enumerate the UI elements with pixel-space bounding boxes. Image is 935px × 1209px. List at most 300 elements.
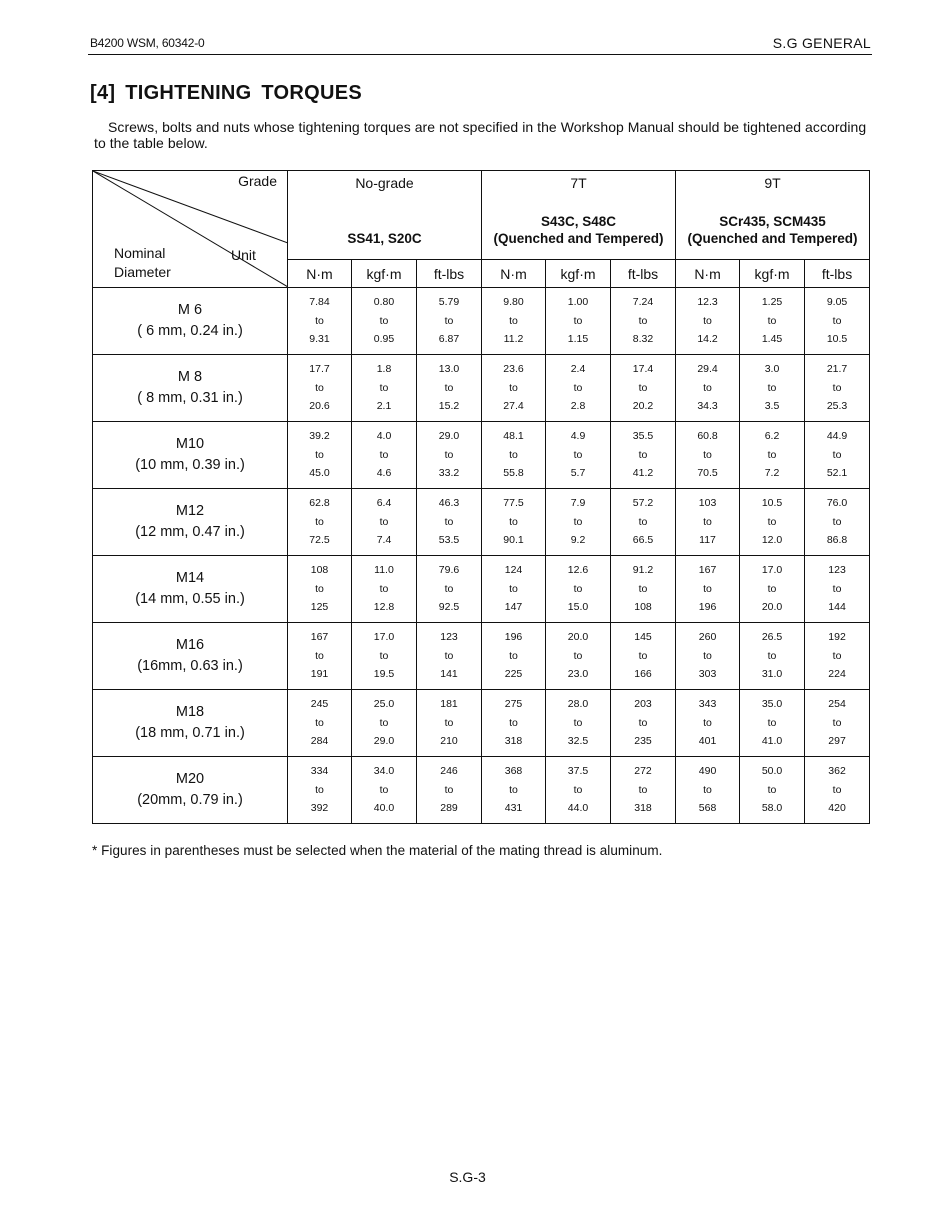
- torque-min: 1.25: [761, 296, 783, 309]
- table-row: [93, 690, 870, 757]
- range-word: to: [509, 716, 518, 729]
- torque-max: 58.0: [761, 802, 783, 815]
- range-word: to: [767, 381, 777, 394]
- bolt-size: M 6: [177, 302, 203, 318]
- torque-value-cell: [676, 757, 740, 824]
- torque-value-cell: [288, 757, 352, 824]
- torque-min: 246: [440, 765, 458, 778]
- range-word: to: [703, 716, 712, 729]
- range-word: to: [832, 515, 842, 528]
- torque-value-cell: [288, 422, 352, 489]
- torque-max: 12.0: [761, 534, 783, 547]
- torque-value-cell: [288, 556, 352, 623]
- range-word: to: [638, 783, 648, 796]
- range-word: to: [444, 448, 454, 461]
- torque-max: 90.1: [503, 534, 524, 547]
- grade-name: 9T: [764, 175, 781, 191]
- torque-max: 0.95: [373, 333, 395, 346]
- table-row: [93, 489, 870, 556]
- grade-material: [288, 230, 481, 247]
- torque-min: 368: [504, 765, 523, 778]
- range-word: to: [573, 716, 583, 729]
- range-word: to: [767, 716, 777, 729]
- bolt-size: M18: [175, 704, 205, 720]
- torque-value-cell: [805, 690, 870, 757]
- torque-min: 48.1: [503, 430, 524, 443]
- torque-value-cell: [805, 623, 870, 690]
- torque-max: 9.31: [309, 333, 330, 346]
- torque-max: 33.2: [438, 467, 460, 480]
- torque-value-cell: [805, 288, 870, 355]
- torque-min: 50.0: [761, 765, 783, 778]
- torque-max: 392: [310, 802, 329, 815]
- range-word: to: [638, 314, 648, 327]
- range-word: to: [444, 381, 454, 394]
- unit-header: N·m: [288, 260, 352, 288]
- torque-value-cell: [740, 623, 805, 690]
- torque-value-cell: [805, 422, 870, 489]
- range-word: to: [444, 716, 454, 729]
- range-word: to: [573, 582, 583, 595]
- torque-max: 420: [828, 802, 846, 815]
- torque-min: 13.0: [438, 363, 460, 376]
- torque-value-cell: [352, 623, 417, 690]
- torque-min: 9.05: [826, 296, 848, 309]
- range-word: to: [509, 448, 518, 461]
- torque-value-cell: [611, 355, 676, 422]
- range-word: to: [767, 314, 777, 327]
- torque-min: 1.00: [567, 296, 589, 309]
- range-word: to: [767, 783, 777, 796]
- range-word: to: [444, 515, 454, 528]
- torque-min: 9.80: [503, 296, 524, 309]
- torque-min: 26.5: [761, 631, 783, 644]
- grade-material: [482, 213, 675, 247]
- torque-value-cell: [288, 355, 352, 422]
- torque-value-cell: [676, 422, 740, 489]
- torque-max: 92.5: [438, 601, 460, 614]
- torque-min: 28.0: [567, 698, 589, 711]
- bolt-dimensions: ( 8 mm, 0.31 in.): [137, 390, 243, 406]
- range-word: to: [832, 381, 842, 394]
- nominal-diameter-cell: [93, 757, 288, 824]
- torque-max: 44.0: [567, 802, 589, 815]
- torque-min: 12.3: [697, 296, 718, 309]
- torque-max: 15.0: [567, 601, 589, 614]
- torque-table-body: [93, 288, 870, 824]
- torque-table: [92, 170, 870, 824]
- unit-header: kgf·m: [352, 260, 417, 288]
- nominal-diameter-cell: [93, 556, 288, 623]
- torque-max: 7.2: [764, 467, 780, 480]
- torque-min: 167: [698, 564, 717, 577]
- range-word: to: [703, 448, 712, 461]
- bolt-size: M 8: [177, 369, 203, 385]
- page-number: S.G-3: [449, 1169, 486, 1185]
- grade-name: 7T: [570, 175, 587, 191]
- unit-label: Unit: [231, 247, 256, 263]
- range-word: to: [315, 448, 324, 461]
- torque-max: 431: [504, 802, 523, 815]
- torque-max: 55.8: [503, 467, 524, 480]
- torque-max: 225: [504, 668, 523, 681]
- torque-value-cell: [352, 355, 417, 422]
- range-word: to: [379, 515, 389, 528]
- torque-min: 7.84: [309, 296, 330, 309]
- torque-value-cell: [676, 690, 740, 757]
- torque-value-cell: [676, 556, 740, 623]
- grade-header-7t: [482, 171, 676, 260]
- torque-value-cell: [288, 288, 352, 355]
- footnote: * Figures in parentheses must be selected when the material of the mating thread is aluminum.: [92, 843, 663, 858]
- range-word: to: [832, 582, 842, 595]
- range-word: to: [315, 582, 324, 595]
- unit-header: N·m: [676, 260, 740, 288]
- torque-max: 40.0: [373, 802, 395, 815]
- torque-value-cell: [611, 623, 676, 690]
- table-row: [93, 288, 870, 355]
- torque-max: 53.5: [438, 534, 460, 547]
- document-id: B4200 WSM, 60342-0: [90, 36, 205, 50]
- bolt-size: M14: [175, 570, 205, 586]
- range-word: to: [315, 716, 324, 729]
- torque-value-cell: [740, 556, 805, 623]
- nominal-diameter-cell: [93, 422, 288, 489]
- nominal-diameter-cell: [93, 355, 288, 422]
- nominal-diameter-cell: [93, 623, 288, 690]
- range-word: to: [703, 783, 712, 796]
- range-word: to: [832, 448, 842, 461]
- range-word: to: [638, 649, 648, 662]
- range-word: to: [379, 649, 389, 662]
- torque-min: 275: [504, 698, 523, 711]
- torque-min: 10.5: [761, 497, 783, 510]
- range-word: to: [379, 783, 389, 796]
- range-word: to: [832, 649, 842, 662]
- section-title: S.G GENERAL: [772, 35, 871, 51]
- torque-max: 318: [504, 735, 523, 748]
- torque-max: 12.8: [373, 601, 395, 614]
- torque-max: 52.1: [826, 467, 848, 480]
- torque-value-cell: [740, 489, 805, 556]
- range-word: to: [509, 582, 518, 595]
- torque-value-cell: [805, 556, 870, 623]
- torque-value-cell: [546, 489, 611, 556]
- torque-max: 66.5: [632, 534, 654, 547]
- intro-paragraph: Screws, bolts and nuts whose tightening torques are not specified in the Workshop Manual should be tightened according to the table below.: [94, 119, 867, 151]
- torque-value-cell: [352, 757, 417, 824]
- torque-min: 21.7: [826, 363, 848, 376]
- torque-min: 7.9: [570, 497, 586, 510]
- torque-value-cell: [352, 489, 417, 556]
- torque-max: 235: [634, 735, 652, 748]
- torque-value-cell: [676, 288, 740, 355]
- nominal-diameter-cell: [93, 690, 288, 757]
- torque-min: 29.0: [438, 430, 460, 443]
- nominal-diameter-cell: [93, 489, 288, 556]
- torque-max: 45.0: [309, 467, 330, 480]
- table-corner-cell: [93, 171, 288, 288]
- range-word: to: [379, 381, 389, 394]
- torque-max: 19.5: [373, 668, 395, 681]
- torque-max: 196: [698, 601, 717, 614]
- torque-max: 297: [828, 735, 846, 748]
- torque-value-cell: [546, 355, 611, 422]
- torque-min: 362: [828, 765, 846, 778]
- bolt-dimensions: ( 6 mm, 0.24 in.): [137, 323, 243, 339]
- range-word: to: [573, 515, 583, 528]
- torque-value-cell: [740, 288, 805, 355]
- torque-min: 39.2: [309, 430, 330, 443]
- nominal-diameter-cell: [93, 288, 288, 355]
- torque-min: 44.9: [826, 430, 848, 443]
- torque-value-cell: [805, 757, 870, 824]
- torque-value-cell: [546, 757, 611, 824]
- torque-value-cell: [417, 288, 482, 355]
- torque-max: 6.87: [438, 333, 460, 346]
- torque-min: 46.3: [438, 497, 460, 510]
- torque-min: 34.0: [373, 765, 395, 778]
- torque-min: 37.5: [567, 765, 589, 778]
- torque-min: 192: [828, 631, 846, 644]
- torque-min: 60.8: [697, 430, 718, 443]
- torque-min: 62.8: [309, 497, 330, 510]
- grade-name: No-grade: [355, 175, 414, 191]
- range-word: to: [638, 381, 648, 394]
- torque-value-cell: [352, 288, 417, 355]
- torque-min: 6.4: [376, 497, 392, 510]
- range-word: to: [315, 381, 324, 394]
- torque-max: 318: [634, 802, 652, 815]
- bolt-dimensions: (10 mm, 0.39 in.): [135, 457, 245, 473]
- unit-header: N·m: [482, 260, 546, 288]
- range-word: to: [703, 515, 712, 528]
- range-word: to: [444, 649, 454, 662]
- table-row: [93, 355, 870, 422]
- range-word: to: [509, 381, 518, 394]
- torque-min: 124: [504, 564, 523, 577]
- torque-min: 4.0: [376, 430, 392, 443]
- range-word: to: [315, 783, 324, 796]
- torque-value-cell: [482, 288, 546, 355]
- range-word: to: [638, 448, 648, 461]
- unit-header: ft-lbs: [611, 260, 676, 288]
- torque-max: 20.6: [309, 400, 330, 413]
- torque-min: 5.79: [438, 296, 460, 309]
- torque-value-cell: [611, 489, 676, 556]
- torque-value-cell: [417, 623, 482, 690]
- torque-value-cell: [482, 623, 546, 690]
- torque-min: 343: [698, 698, 717, 711]
- torque-max: 23.0: [567, 668, 589, 681]
- torque-min: 23.6: [503, 363, 524, 376]
- range-word: to: [379, 716, 389, 729]
- range-word: to: [573, 381, 583, 394]
- bolt-dimensions: (14 mm, 0.55 in.): [135, 591, 245, 607]
- unit-header: ft-lbs: [805, 260, 870, 288]
- range-word: to: [767, 582, 777, 595]
- torque-value-cell: [805, 489, 870, 556]
- range-word: to: [638, 582, 648, 595]
- torque-min: 25.0: [373, 698, 395, 711]
- range-word: to: [509, 515, 518, 528]
- range-word: to: [509, 314, 518, 327]
- torque-max: 568: [698, 802, 717, 815]
- torque-value-cell: [740, 355, 805, 422]
- torque-min: 7.24: [632, 296, 654, 309]
- torque-value-cell: [288, 623, 352, 690]
- header-rule: [88, 54, 872, 55]
- bolt-size: M12: [175, 503, 205, 519]
- torque-min: 4.9: [570, 430, 586, 443]
- table-row: [93, 623, 870, 690]
- torque-max: 3.5: [764, 400, 780, 413]
- torque-max: 29.0: [373, 735, 395, 748]
- torque-min: 91.2: [632, 564, 654, 577]
- range-word: to: [573, 448, 583, 461]
- torque-value-cell: [288, 690, 352, 757]
- torque-min: 334: [310, 765, 329, 778]
- range-word: to: [315, 515, 324, 528]
- grade-material-line1: SS41, S20C: [347, 231, 422, 246]
- range-word: to: [573, 649, 583, 662]
- torque-max: 144: [828, 601, 846, 614]
- range-word: to: [638, 716, 648, 729]
- torque-max: 8.32: [632, 333, 654, 346]
- grade-header-9t: [676, 171, 870, 260]
- torque-value-cell: [482, 422, 546, 489]
- torque-max: 86.8: [826, 534, 848, 547]
- range-word: to: [509, 783, 518, 796]
- diameter-label: Diameter: [114, 264, 171, 280]
- table-row: [93, 757, 870, 824]
- nominal-label: Nominal: [114, 245, 166, 261]
- torque-max: 401: [698, 735, 717, 748]
- grade-material-line1: S43C, S48C: [541, 214, 617, 229]
- torque-value-cell: [676, 489, 740, 556]
- range-word: to: [767, 515, 777, 528]
- torque-max: 224: [828, 668, 846, 681]
- torque-max: 191: [310, 668, 329, 681]
- range-word: to: [379, 582, 389, 595]
- torque-min: 1.8: [376, 363, 392, 376]
- bolt-size: M16: [175, 637, 205, 653]
- torque-max: 210: [440, 735, 458, 748]
- torque-max: 27.4: [503, 400, 524, 413]
- torque-value-cell: [352, 690, 417, 757]
- torque-min: 254: [828, 698, 846, 711]
- grade-label: Grade: [238, 173, 277, 189]
- torque-max: 141: [440, 668, 458, 681]
- torque-max: 2.1: [376, 400, 392, 413]
- torque-min: 17.0: [761, 564, 783, 577]
- torque-max: 289: [440, 802, 458, 815]
- torque-min: 29.4: [697, 363, 718, 376]
- unit-header: kgf·m: [546, 260, 611, 288]
- torque-max: 70.5: [697, 467, 718, 480]
- torque-min: 167: [310, 631, 329, 644]
- range-word: to: [703, 582, 712, 595]
- torque-min: 57.2: [632, 497, 654, 510]
- range-word: to: [767, 649, 777, 662]
- torque-max: 9.2: [570, 534, 586, 547]
- torque-min: 490: [698, 765, 717, 778]
- bolt-dimensions: (18 mm, 0.71 in.): [135, 725, 245, 741]
- torque-value-cell: [417, 355, 482, 422]
- torque-value-cell: [546, 690, 611, 757]
- torque-max: 108: [634, 601, 652, 614]
- torque-max: 25.3: [826, 400, 848, 413]
- torque-value-cell: [805, 355, 870, 422]
- torque-max: 284: [310, 735, 329, 748]
- torque-value-cell: [352, 556, 417, 623]
- torque-value-cell: [417, 690, 482, 757]
- torque-max: 15.2: [438, 400, 460, 413]
- torque-min: 17.4: [632, 363, 654, 376]
- torque-value-cell: [417, 757, 482, 824]
- torque-min: 76.0: [826, 497, 848, 510]
- range-word: to: [315, 649, 324, 662]
- torque-max: 1.45: [761, 333, 783, 346]
- torque-max: 32.5: [567, 735, 589, 748]
- grade-material-line2: (Quenched and Tempered): [493, 231, 664, 246]
- torque-max: 7.4: [376, 534, 392, 547]
- torque-value-cell: [417, 556, 482, 623]
- torque-value-cell: [482, 757, 546, 824]
- grade-header-no-grade: [288, 171, 482, 260]
- range-word: to: [573, 783, 583, 796]
- range-word: to: [703, 314, 712, 327]
- torque-max: 31.0: [761, 668, 783, 681]
- torque-value-cell: [482, 556, 546, 623]
- range-word: to: [573, 314, 583, 327]
- torque-max: 125: [310, 601, 329, 614]
- range-word: to: [509, 649, 518, 662]
- torque-min: 272: [634, 765, 652, 778]
- torque-value-cell: [611, 556, 676, 623]
- torque-max: 303: [698, 668, 717, 681]
- torque-value-cell: [611, 757, 676, 824]
- range-word: to: [379, 314, 389, 327]
- torque-min: 260: [698, 631, 717, 644]
- range-word: to: [638, 515, 648, 528]
- torque-value-cell: [482, 355, 546, 422]
- torque-max: 1.15: [567, 333, 589, 346]
- torque-min: 20.0: [567, 631, 589, 644]
- torque-value-cell: [611, 422, 676, 489]
- torque-min: 203: [634, 698, 652, 711]
- torque-max: 72.5: [309, 534, 330, 547]
- unit-header: kgf·m: [740, 260, 805, 288]
- torque-min: 103: [698, 497, 717, 510]
- grade-material-line1: SCr435, SCM435: [719, 214, 826, 229]
- torque-min: 6.2: [764, 430, 780, 443]
- torque-value-cell: [417, 489, 482, 556]
- torque-min: 145: [634, 631, 652, 644]
- torque-max: 4.6: [376, 467, 392, 480]
- range-word: to: [703, 649, 712, 662]
- torque-max: 10.5: [826, 333, 848, 346]
- torque-value-cell: [676, 355, 740, 422]
- torque-value-cell: [546, 422, 611, 489]
- unit-header: ft-lbs: [417, 260, 482, 288]
- range-word: to: [379, 448, 389, 461]
- torque-max: 20.2: [632, 400, 654, 413]
- torque-value-cell: [676, 623, 740, 690]
- torque-value-cell: [740, 690, 805, 757]
- grade-material-line2: (Quenched and Tempered): [687, 231, 858, 246]
- bolt-dimensions: (20mm, 0.79 in.): [137, 792, 243, 808]
